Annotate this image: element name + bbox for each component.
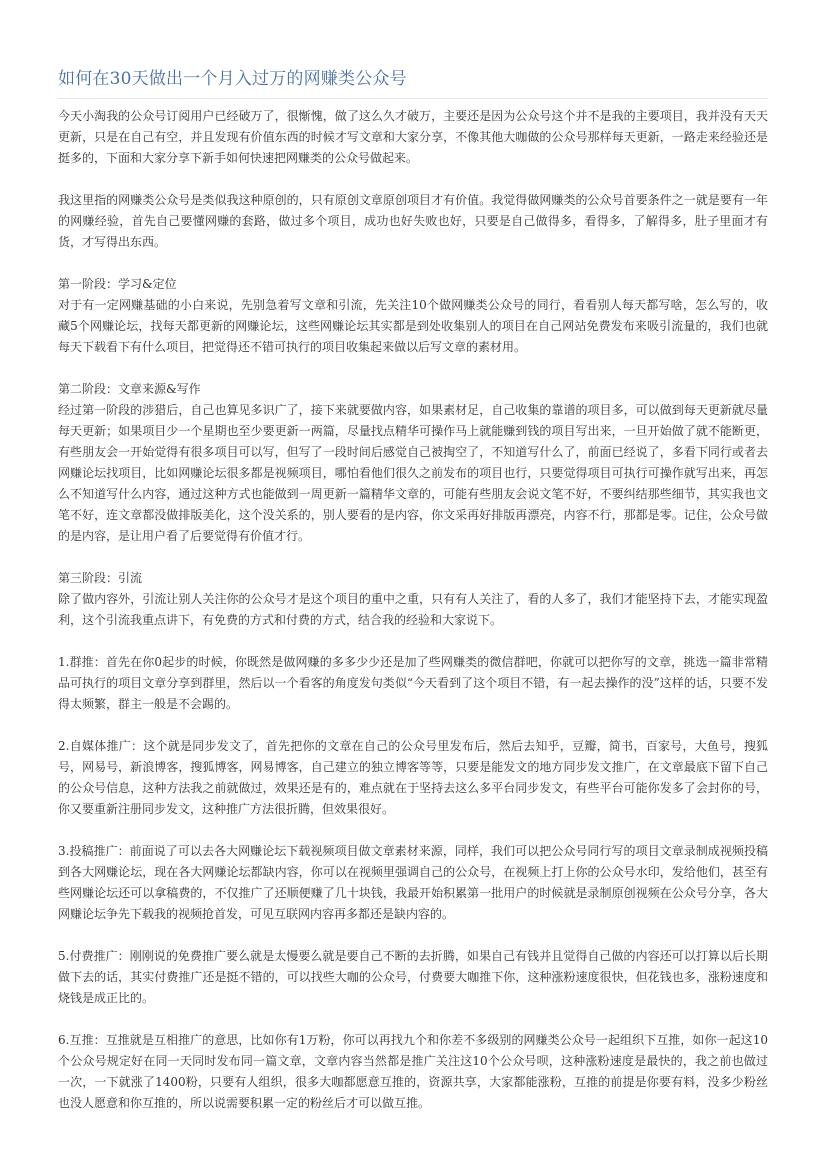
stage-3-heading: 第三阶段：引流	[58, 571, 143, 585]
method-mutual-push: 6.互推：互推就是互相推广的意思，比如你有1万粉，你可以再找九个和你差不多级别的网赚类公众号一起组织下互推，如你一起这10个公众号规定好在同一天同时发布同一篇文章，文章内容当然都是推广关注这10个公众号呗，这种涨粉速度是最快的，我之前也做过一次，一下就涨了1400粉，只要有人组织，很多大咖都愿意互推的，资源共享，大家都能涨粉，互推的前提是你要有料，没多少粉丝也没人愿意和你互推的，所以说需要积累一定的粉丝后才可以做互推。	[58, 1033, 768, 1110]
stage-1-section	[58, 274, 768, 358]
method-submission: 3.投稿推广：前面说了可以去各大网赚论坛下载视频项目做文章素材来源，同样，我们可以把公众号同行写的项目文章录制成视频投稿到各大网赚论坛，现在各大网赚论坛都缺内容，你可以在视频里强调自己的公众号，在视频上打上你的公众号水印，发给他们，甚至有些网赚论坛还可以拿稿费的，不仅推广了还顺便赚了几十块钱，我最开始积累第一批用户的时候就是录制原创视频在公众号分享，各大网赚论坛争先下载我的视频抢首发，可见互联网内容再多都还是缺内容的。	[58, 844, 768, 921]
stage-3-body: 除了做内容外，引流让别人关注你的公众号才是这个项目的重中之重，只有有人关注了，看的人多了，我们才能坚持下去，才能实现盈利，这个引流我重点讲下，有免费的方式和付费的方式，结合我的经验和大家说下。	[58, 592, 768, 627]
stage-2-body: 经过第一阶段的涉猎后，自己也算见多识广了，接下来就要做内容，如果素材足，自己收集的靠谱的项目多，可以做到每天更新就尽量每天更新；如果项目少一个星期也至少要更新一两篇，尽量找点精华可操作马上就能赚到钱的项目写出来，一旦开始做了就不能断更，有些朋友会一开始觉得有很多项目可以写，但写了一段时间后感觉自己被掏空了，不知道写什么了，前面已经说了，多看下同行或者去网赚论坛找项目，比如网赚论坛很多都是视频项目，哪怕看他们很久之前发布的项目也行，只要觉得项目可执行可操作就写出来，再怎么不知道写什么内容，通过这种方式也能做到一周更新一篇精华文章的，可能有些朋友会说文笔不好，不要纠结那些细节，其实我也文笔不好，连文章都没做排版美化，这个没关系的，别人要看的是内容，你文采再好排版再漂亮，内容不行，那都是零。记住，公众号做的是内容，是让用户看了后要觉得有价值才行。	[58, 403, 768, 543]
article-body	[58, 106, 768, 1114]
method-self-media: 2.自媒体推广：这个就是同步发文了，首先把你的文章在自己的公众号里发布后，然后去知乎，豆瓣，简书，百家号，大鱼号，搜狐号，网易号，新浪博客，搜狐博客，网易博客，自己建立的独立博客等等，只要是能发文的地方同步发文推广，在文章最底下留下自己的公众号信息，这种方法我之前就做过，效果还是有的，难点就在于坚持去这么多平台同步发文，有些平台可能你发多了会封你的号，你又要重新注册同步发文，这种推广方法很折腾，但效果很好。	[58, 739, 768, 816]
intro-paragraph: 今天小淘我的公众号订阅用户已经破万了，很惭愧，做了这么久才破万，主要还是因为公众号这个并不是我的主要项目，我并没有天天更新，只是在自己有空，并且发现有价值东西的时候才写文章和大家分享，不像其他大咖做的公众号那样每天更新，一路走来经验还是挺多的，下面和大家分享下新手如何快速把网赚类的公众号做起来。	[58, 109, 768, 165]
stage-1-heading: 第一阶段：学习&定位	[58, 277, 177, 291]
stage-3-section	[58, 568, 768, 631]
method-paid: 5.付费推广：刚刚说的免费推广要么就是太慢要么就是要自己不断的去折腾，如果自己有钱并且觉得自己做的内容还可以打算以后长期做下去的话，其实付费推广还是挺不错的，可以找些大咖的公众号，付费要大咖推下你，这种涨粉速度很快，但花钱也多，涨粉速度和烧钱是成正比的。	[58, 949, 768, 1005]
article-title: 如何在30天做出一个月入过万的网赚类公众号	[58, 69, 407, 89]
stage-2-heading: 第二阶段：文章来源&写作	[58, 382, 201, 396]
definition-paragraph: 我这里指的网赚类公众号是类似我这种原创的，只有原创文章原创项目才有价值。我觉得做网赚类的公众号首要条件之一就是要有一年的网赚经验，首先自己要懂网赚的套路，做过多个项目，成功也好失败也好，只要是自己做得多，看得多，了解得多，肚子里面才有货，才写得出东西。	[58, 193, 768, 249]
title-divider	[58, 98, 768, 99]
method-group-push: 1.群推：首先在你0起步的时候，你既然是做网赚的多多少少还是加了些网赚类的微信群吧，你就可以把你写的文章，挑选一篇非常精品可执行的项目文章分享到群里，然后以一个看客的角度发句类似“今天看到了这个项目不错，有一起去操作的没”这样的话，只要不发得太频繁，群主一般是不会踢的。	[58, 655, 768, 711]
stage-1-body: 对于有一定网赚基础的小白来说，先别急着写文章和引流，先关注10个做网赚类公众号的同行，看看别人每天都写啥，怎么写的，收藏5个网赚论坛，找每天都更新的网赚论坛，这些网赚论坛其实都是到处收集别人的项目在自己网站免费发布来吸引流量的，我们也就每天下载看下有什么项目，把觉得还不错可执行的项目收集起来做以后写文章的素材用。	[58, 298, 768, 354]
stage-2-section	[58, 379, 768, 547]
